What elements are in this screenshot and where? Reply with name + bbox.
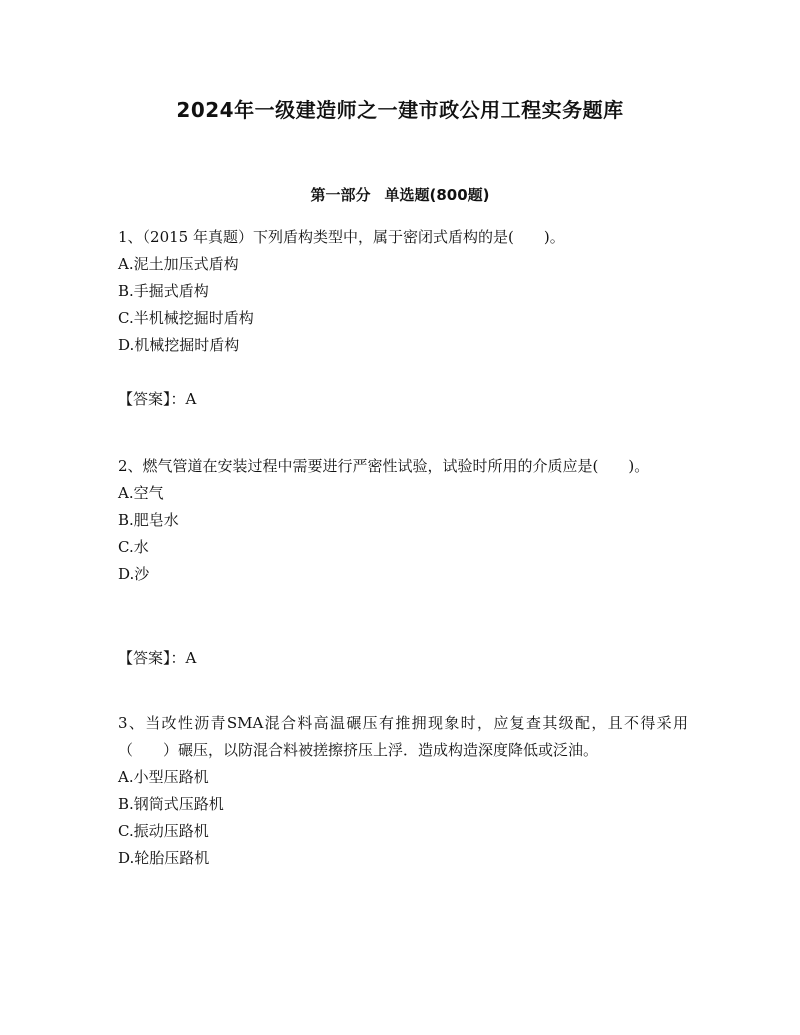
option-list xyxy=(118,764,688,872)
option-a: A.小型压路机 xyxy=(118,768,209,786)
answer-2: 【答案】：A xyxy=(118,649,197,667)
option-c: C.振动压路机 xyxy=(118,822,209,840)
option-c: C.半机械挖掘时盾构 xyxy=(118,309,254,327)
section-part: 第一部分 xyxy=(310,186,371,204)
question-stem: 1、（2015 年真题）下列盾构类型中，属于密闭式盾构的是( )。 xyxy=(118,228,565,246)
section-type: 单选题(800题) xyxy=(384,186,490,204)
option-list xyxy=(118,480,688,588)
option-a: A.泥土加压式盾构 xyxy=(118,255,239,273)
section-title xyxy=(0,184,800,206)
question-stem: 2、燃气管道在安装过程中需要进行严密性试验，试验时所用的介质应是( )。 xyxy=(118,457,650,475)
question-stem: 3、当改性沥青SMA混合料高温碾压有推拥现象时，应复查其级配，且不得采用（ ）碾压，以防混合料被搓擦挤压上浮．造成构造深度降低或泛油。 xyxy=(118,714,688,759)
option-a: A.空气 xyxy=(118,484,164,502)
question-3 xyxy=(118,710,688,872)
question-2 xyxy=(118,453,688,588)
option-d: D.轮胎压路机 xyxy=(118,849,210,867)
option-b: B.手掘式盾构 xyxy=(118,282,209,300)
option-b: B.钢筒式压路机 xyxy=(118,795,224,813)
option-c: C.水 xyxy=(118,538,149,556)
option-d: D.沙 xyxy=(118,565,150,583)
answer-1: 【答案】：A xyxy=(118,390,197,408)
option-b: B.肥皂水 xyxy=(118,511,179,529)
option-d: D.机械挖掘时盾构 xyxy=(118,336,240,354)
option-list xyxy=(118,251,688,359)
page-title: 2024年一级建造师之一建市政公用工程实务题库 xyxy=(176,98,624,122)
question-1 xyxy=(118,224,688,359)
